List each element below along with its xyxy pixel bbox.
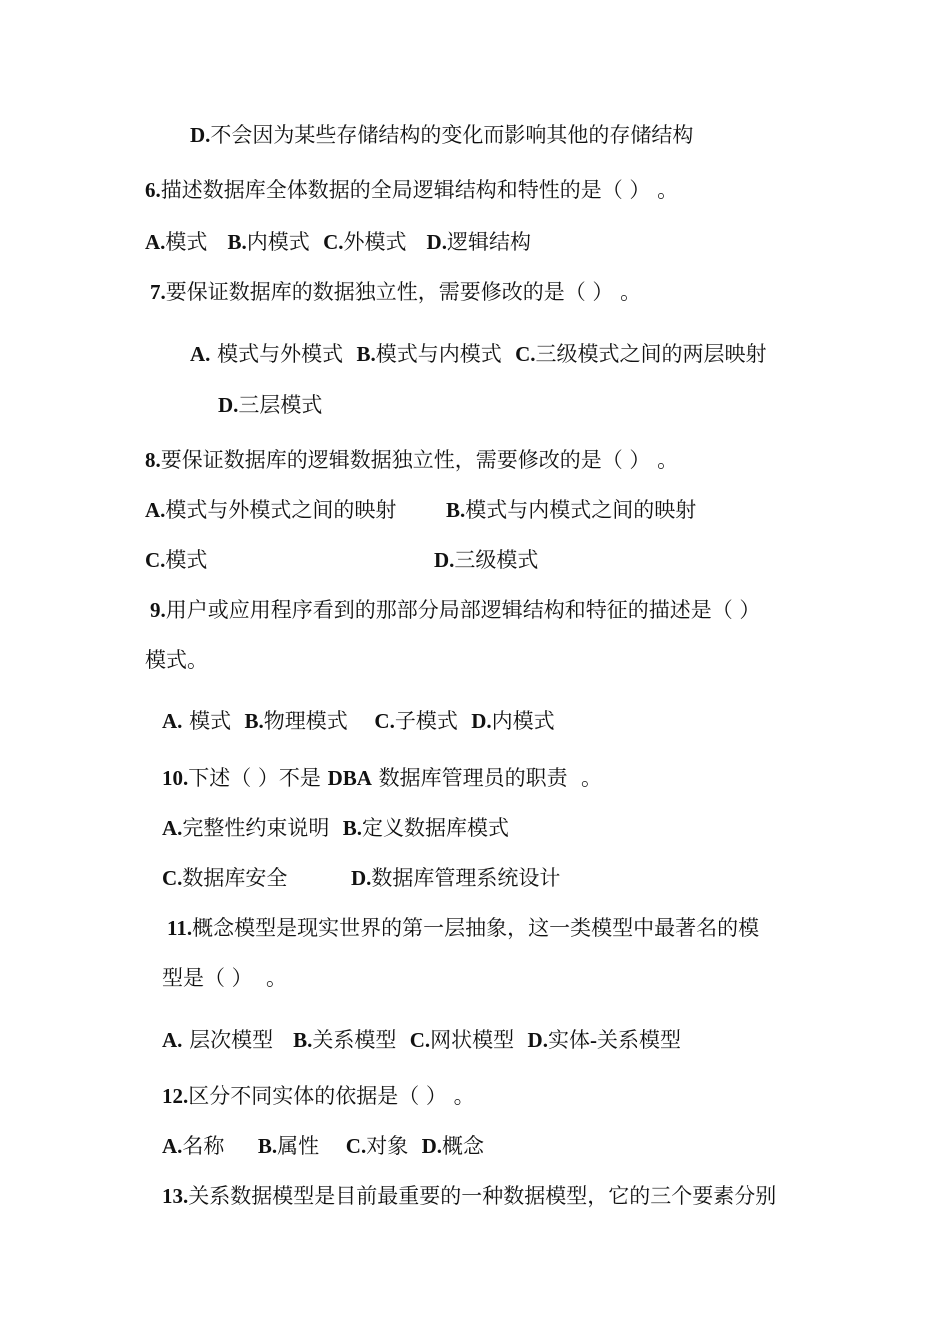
question-text: 描述数据库全体数据的全局逻辑结构和特性的是（ ） 。 xyxy=(160,178,679,202)
option-d-line xyxy=(190,121,693,149)
option-label: D. xyxy=(426,230,447,254)
question-13 xyxy=(162,1182,776,1210)
option-text: 模式与内模式 xyxy=(375,342,516,366)
option-text: 子模式 xyxy=(394,709,472,733)
question-11-continued xyxy=(162,964,287,992)
question-8-option-b xyxy=(446,496,696,524)
option-text: 概念 xyxy=(441,1134,484,1158)
option-text: 三级模式之间的两层映射 xyxy=(535,342,767,366)
option-text: 关系模型 xyxy=(596,1028,681,1052)
question-text: 模式。 xyxy=(145,648,208,672)
option-label: A. xyxy=(145,498,166,522)
question-6-options xyxy=(145,228,531,256)
option-text: 模式与内模式之间的映射 xyxy=(465,498,697,522)
option-label: C. xyxy=(515,342,536,366)
question-9 xyxy=(150,596,760,624)
option-label: C. xyxy=(374,709,395,733)
option-label: B. xyxy=(293,1028,313,1052)
question-7-options xyxy=(190,340,767,368)
option-text: 定义数据库模式 xyxy=(362,816,510,840)
option-label: B. xyxy=(257,1134,278,1158)
option-label: C. xyxy=(345,1134,367,1158)
option-label: D. xyxy=(351,866,372,890)
option-text: 层次模型 xyxy=(182,1028,294,1052)
option-label: C. xyxy=(162,866,183,890)
question-7 xyxy=(150,278,641,306)
option-text: 外模式 xyxy=(343,230,427,254)
question-number: 13. xyxy=(162,1184,189,1208)
option-label: A. xyxy=(145,230,166,254)
question-10-option-d xyxy=(351,864,560,892)
option-text: 名称 xyxy=(182,1134,258,1158)
question-number: 12. xyxy=(162,1084,189,1108)
option-text: 数据库管理系统设计 xyxy=(371,866,561,890)
option-label: C. xyxy=(323,230,344,254)
option-label: B. xyxy=(244,709,264,733)
question-number: 11. xyxy=(167,916,193,940)
question-9-continued xyxy=(145,646,208,674)
option-text: 关系模型 xyxy=(312,1028,410,1052)
question-11 xyxy=(167,914,759,942)
question-10-option-c xyxy=(162,864,287,892)
question-6 xyxy=(145,176,678,204)
question-text: 型是（ ） 。 xyxy=(162,966,288,990)
question-number: 8. xyxy=(145,448,161,472)
option-text: 模式与外模式 xyxy=(210,342,357,366)
option-text: 内模式 xyxy=(246,230,324,254)
option-label: D. xyxy=(190,123,211,147)
option-text: 三层模式 xyxy=(238,393,323,417)
question-number: 9. xyxy=(150,598,166,622)
option-label: A. xyxy=(190,342,211,366)
question-8-option-c xyxy=(145,546,207,574)
option-label: D. xyxy=(421,1134,442,1158)
question-text: 用户或应用程序看到的那部分局部逻辑结构和特征的描述是（ ） xyxy=(165,598,761,622)
option-label: D. xyxy=(471,709,492,733)
abbreviation: DBA xyxy=(327,766,372,790)
option-label: A. xyxy=(162,709,183,733)
option-label: C. xyxy=(409,1028,431,1052)
option-text: 模式 xyxy=(182,709,245,733)
option-label: D. xyxy=(527,1028,548,1052)
option-text: 逻辑结构 xyxy=(446,230,531,254)
question-12 xyxy=(162,1082,475,1110)
option-label: B. xyxy=(342,816,363,840)
question-number: 7. xyxy=(150,280,166,304)
question-text: 数据库管理员的职责 。 xyxy=(371,766,602,790)
question-text: 要保证数据库的逻辑数据独立性，需要修改的是（ ） 。 xyxy=(160,448,679,472)
question-9-options xyxy=(162,707,555,735)
question-number: 10. xyxy=(162,766,189,790)
question-text: 概念模型是现实世界的第一层抽象，这一类模型中最著名的模 xyxy=(192,916,760,940)
option-text: 内模式 xyxy=(491,709,555,733)
option-label: A. xyxy=(162,1028,183,1052)
option-text: 实体 xyxy=(547,1028,590,1052)
option-text: 完整性约束说明 xyxy=(182,816,343,840)
option-text: 物理模式 xyxy=(263,709,375,733)
hyphen: - xyxy=(589,1028,597,1052)
option-label: B. xyxy=(227,230,247,254)
option-text: 网状模型 xyxy=(430,1028,528,1052)
option-label: B. xyxy=(446,498,466,522)
option-text: 模式 xyxy=(165,230,228,254)
question-text: 关系数据模型是目前最重要的一种数据模型，它的三个要素分别 xyxy=(188,1184,777,1208)
question-8-options-ab xyxy=(145,496,396,524)
option-label: B. xyxy=(356,342,376,366)
option-text: 数据库安全 xyxy=(182,866,288,890)
question-11-options xyxy=(162,1026,681,1054)
option-text: 模式与外模式之间的映射 xyxy=(165,498,397,522)
question-8-option-d xyxy=(434,546,538,574)
question-text: 要保证数据库的数据独立性，需要修改的是（ ） 。 xyxy=(165,280,642,304)
question-number: 6. xyxy=(145,178,161,202)
question-10 xyxy=(162,764,602,792)
option-text: 属性 xyxy=(277,1134,346,1158)
question-text: 区分不同实体的依据是（ ） 。 xyxy=(188,1084,475,1108)
question-text: 下述（ ）不是 xyxy=(188,766,328,790)
option-label: C. xyxy=(145,548,166,572)
option-text: 对象 xyxy=(366,1134,422,1158)
question-10-options-ab xyxy=(162,814,509,842)
question-7-option-d xyxy=(218,391,322,419)
option-text: 不会因为某些存储结构的变化而影响其他的存储结构 xyxy=(210,123,694,147)
option-label: D. xyxy=(218,393,239,417)
option-label: A. xyxy=(162,1134,183,1158)
question-8 xyxy=(145,446,678,474)
option-text: 三级模式 xyxy=(454,548,539,572)
option-label: D. xyxy=(434,548,455,572)
option-label: A. xyxy=(162,816,183,840)
question-12-options xyxy=(162,1132,484,1160)
option-text: 模式 xyxy=(165,548,208,572)
